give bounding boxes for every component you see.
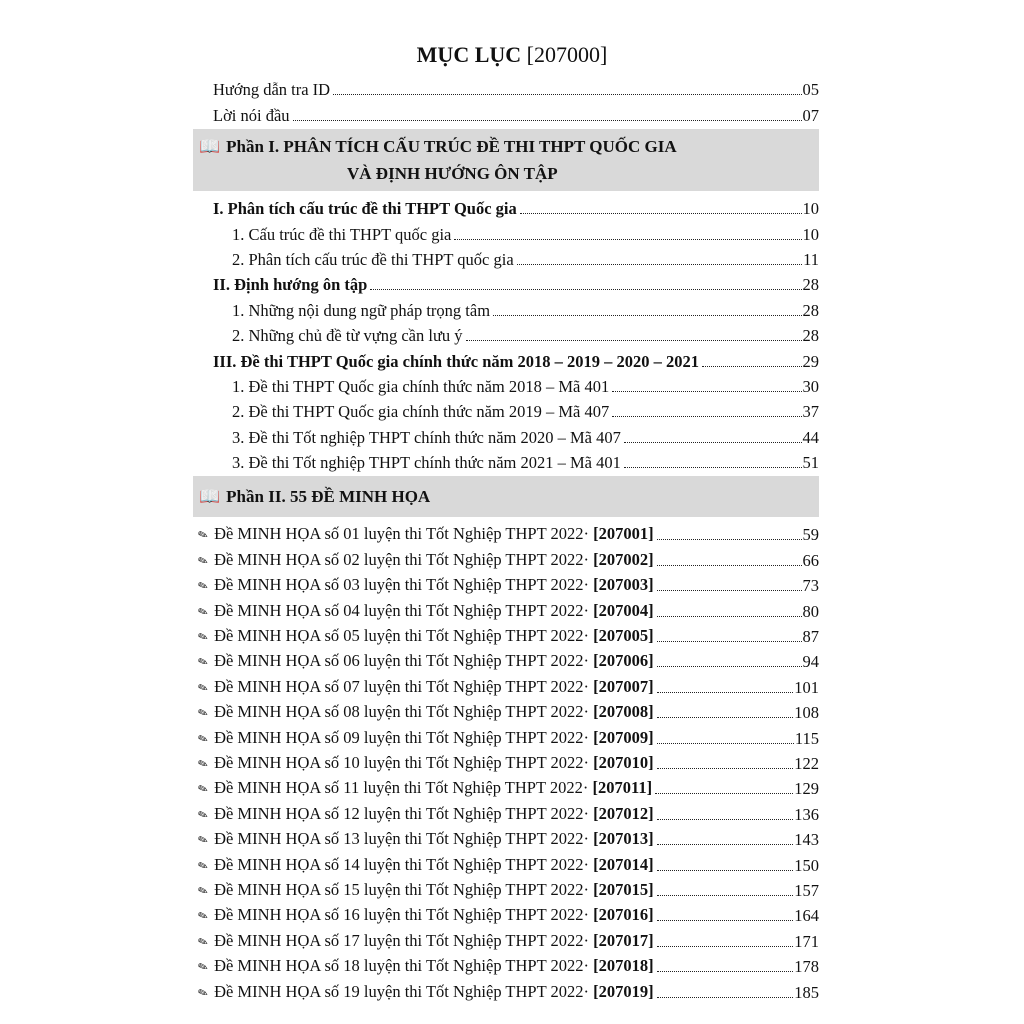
entry-code: [207004] [593, 600, 654, 620]
dot-leader [657, 768, 794, 769]
dot-leader [612, 391, 801, 392]
entry-code: [207019] [593, 981, 654, 1001]
dot-leader [657, 819, 794, 820]
toc-entry[interactable] [195, 698, 819, 723]
toc-entry[interactable] [195, 926, 819, 951]
entry-code: [207006] [593, 651, 654, 671]
pencil-icon: ✎ [195, 882, 211, 900]
dot-leader [517, 264, 802, 265]
entry-page: 129 [794, 779, 819, 799]
part2-heading: 📖 Phần II. 55 ĐỀ MINH HỌA [193, 476, 819, 517]
dot-leader [293, 120, 802, 121]
toc-entry[interactable] [195, 571, 819, 596]
table-of-contents [195, 75, 819, 1003]
pencil-icon: ✎ [195, 628, 211, 646]
entry-page: 136 [794, 804, 819, 824]
toc-entry[interactable] [195, 977, 819, 1002]
toc-entry[interactable] [195, 672, 819, 697]
entry-label: Đề MINH HỌA số 12 luyện thi Tốt Nghiệp THPT 2022· [214, 803, 589, 823]
dot-leader [657, 920, 794, 921]
entry-page: 108 [794, 703, 819, 723]
entry-label: Đề MINH HỌA số 07 luyện thi Tốt Nghiệp THPT 2022· [214, 676, 589, 696]
dot-leader [624, 467, 802, 468]
pencil-icon: ✎ [195, 908, 211, 925]
entry-label: 1. Đề thi THPT Quốc gia chính thức năm 2018 – Mã 401 [232, 376, 610, 396]
entry-page: 10 [802, 199, 819, 219]
entry-page: 44 [802, 427, 819, 447]
entry-label: 2. Những chủ đề từ vựng cần lưu ý [232, 326, 463, 346]
dot-leader [333, 94, 801, 95]
entry-label: Đề MINH HỌA số 09 luyện thi Tốt Nghiệp THPT 2022· [214, 727, 589, 747]
toc-entry[interactable] [195, 422, 819, 447]
entry-page: 28 [802, 326, 819, 346]
book-icon: 📖 [199, 487, 221, 507]
toc-entry[interactable] [195, 346, 819, 371]
toc-entry[interactable] [195, 270, 819, 295]
toc-entry[interactable] [195, 723, 819, 748]
dot-leader [657, 616, 802, 617]
entry-code: [207013] [593, 829, 654, 849]
pencil-icon: ✎ [195, 704, 211, 722]
dot-leader [657, 539, 802, 540]
entry-code: [207002] [593, 549, 654, 569]
entry-page: 29 [802, 351, 819, 371]
toc-entry[interactable] [195, 647, 819, 672]
pencil-icon: ✎ [195, 527, 211, 544]
dot-leader [657, 946, 794, 947]
entry-page: 178 [794, 957, 819, 977]
entry-page: 73 [802, 576, 819, 596]
dot-leader [655, 793, 793, 794]
toc-entry[interactable] [195, 952, 819, 977]
dot-leader [657, 641, 802, 642]
dot-leader [657, 971, 794, 972]
entry-page: 185 [794, 982, 819, 1002]
entry-label: Đề MINH HỌA số 15 luyện thi Tốt Nghiệp THPT 2022· [214, 879, 589, 899]
dot-leader [454, 239, 801, 240]
entry-label: Đề MINH HỌA số 16 luyện thi Tốt Nghiệp THPT 2022· [214, 905, 589, 925]
entry-label: Đề MINH HỌA số 18 luyện thi Tốt Nghiệp THPT 2022· [214, 956, 589, 976]
entry-page: 157 [794, 880, 819, 900]
dot-leader [657, 717, 794, 718]
toc-entry[interactable] [195, 295, 819, 320]
entry-page: 122 [794, 753, 819, 773]
toc-entry[interactable] [195, 825, 819, 850]
dot-leader [624, 442, 802, 443]
toc-entry[interactable] [195, 520, 819, 545]
entry-label: Đề MINH HỌA số 01 luyện thi Tốt Nghiệp THPT 2022· [214, 524, 589, 544]
toc-entry[interactable] [195, 448, 819, 473]
entry-page: 164 [794, 906, 819, 926]
toc-entry[interactable] [195, 545, 819, 570]
entry-label: 2. Phân tích cấu trúc đề thi THPT quốc gia [232, 249, 514, 269]
entry-label: Đề MINH HỌA số 14 luyện thi Tốt Nghiệp THPT 2022· [214, 854, 589, 874]
entry-page: 87 [802, 627, 819, 647]
dot-leader [657, 870, 794, 871]
entry-code: [207014] [593, 854, 654, 874]
entry-page: 30 [802, 376, 819, 396]
entry-page: 37 [802, 402, 819, 422]
dot-leader [657, 844, 794, 845]
entry-page: 28 [802, 275, 819, 295]
entry-page: 143 [794, 830, 819, 850]
entry-code: [207007] [593, 676, 654, 696]
entry-label: 1. Những nội dung ngữ pháp trọng tâm [232, 300, 491, 320]
entry-label: Đề MINH HỌA số 17 luyện thi Tốt Nghiệp THPT 2022· [214, 930, 589, 950]
entry-label: Đề MINH HỌA số 06 luyện thi Tốt Nghiệp THPT 2022· [214, 651, 589, 671]
entry-label: III. Đề thi THPT Quốc gia chính thức năm 2018 – 2019 – 2020 – 2021 [213, 351, 700, 371]
entry-code: [207009] [593, 727, 654, 747]
entry-label: Đề MINH HỌA số 02 luyện thi Tốt Nghiệp THPT 2022· [214, 549, 589, 569]
dot-leader [657, 590, 802, 591]
entry-code: [207005] [593, 626, 654, 646]
entry-page: 150 [794, 855, 819, 875]
entry-page: 10 [802, 224, 819, 244]
entry-label: Đề MINH HỌA số 04 luyện thi Tốt Nghiệp THPT 2022· [214, 600, 589, 620]
entry-code: [207016] [593, 905, 654, 925]
entry-code: [207010] [593, 752, 654, 772]
entry-code: [207008] [593, 702, 654, 722]
pencil-icon: ✎ [195, 730, 211, 747]
pencil-icon: ✎ [195, 603, 211, 620]
toc-entry[interactable] [195, 75, 819, 100]
entry-code: [207003] [593, 575, 654, 595]
entry-page: 171 [794, 931, 819, 951]
pencil-icon: ✎ [195, 831, 211, 849]
pencil-icon: ✎ [195, 654, 211, 671]
pencil-icon: ✎ [195, 806, 211, 824]
dot-leader [657, 692, 794, 693]
entry-page: 11 [803, 249, 819, 269]
entry-label: 1. Cấu trúc đề thi THPT quốc gia [232, 224, 452, 244]
entry-page: 07 [802, 105, 819, 125]
toc-entry[interactable] [195, 901, 819, 926]
entry-label: 2. Đề thi THPT Quốc gia chính thức năm 2019 – Mã 407 [232, 402, 610, 422]
entry-page: 66 [802, 550, 819, 570]
entry-label: Đề MINH HỌA số 10 luyện thi Tốt Nghiệp THPT 2022· [214, 752, 589, 772]
pencil-icon: ✎ [195, 984, 211, 1001]
entry-label: II. Định hướng ôn tập [213, 275, 368, 295]
entry-label: 3. Đề thi Tốt nghiệp THPT chính thức năm 2020 – Mã 407 [232, 427, 621, 447]
entry-page: 115 [794, 728, 819, 748]
entry-page: 51 [802, 453, 819, 473]
dot-leader [702, 366, 801, 367]
entry-page: 101 [794, 677, 819, 697]
toc-entry[interactable] [195, 799, 819, 824]
dot-leader [657, 666, 802, 667]
pencil-icon: ✎ [195, 755, 211, 773]
entry-label: Đề MINH HỌA số 05 luyện thi Tốt Nghiệp THPT 2022· [214, 626, 589, 646]
toc-entry[interactable] [195, 876, 819, 901]
entry-label: Đề MINH HỌA số 19 luyện thi Tốt Nghiệp THPT 2022· [214, 981, 589, 1001]
entry-code: [207012] [593, 803, 654, 823]
toc-entry[interactable] [195, 622, 819, 647]
toc-entry[interactable] [195, 245, 819, 270]
toc-entry[interactable] [195, 397, 819, 422]
book-icon: 📖 [199, 136, 221, 156]
dot-leader [493, 315, 801, 316]
pencil-icon: ✎ [195, 933, 211, 951]
entry-label: I. Phân tích cấu trúc đề thi THPT Quốc gia [213, 199, 517, 219]
dot-leader [657, 565, 802, 566]
entry-code: [207011] [592, 778, 653, 798]
dot-leader [370, 289, 801, 290]
toc-entry[interactable] [195, 774, 819, 799]
dot-leader [466, 340, 802, 341]
entry-page: 05 [802, 80, 819, 100]
pencil-icon: ✎ [195, 958, 211, 976]
toc-entry[interactable] [195, 321, 819, 346]
toc-entry[interactable] [195, 219, 819, 244]
dot-leader [520, 213, 802, 214]
pencil-icon: ✎ [195, 679, 211, 697]
entry-code: [207017] [593, 930, 654, 950]
pencil-icon: ✎ [195, 781, 211, 798]
toc-entry[interactable] [195, 194, 819, 219]
page-title: MỤC LỤC [207000] [416, 42, 608, 67]
entry-page: 94 [802, 652, 819, 672]
entry-page: 80 [802, 601, 819, 621]
pencil-icon: ✎ [195, 857, 211, 874]
entry-label: Đề MINH HỌA số 13 luyện thi Tốt Nghiệp THPT 2022· [214, 829, 589, 849]
entry-code: [207001] [593, 524, 654, 544]
part1-heading: 📖 Phần I. PHÂN TÍCH CẤU TRÚC ĐỀ THI THPT QUỐC GIA VÀ ĐỊNH HƯỚNG ÔN TẬP [193, 129, 819, 191]
dot-leader [612, 416, 801, 417]
toc-entry[interactable] [195, 372, 819, 397]
entry-label: Đề MINH HỌA số 08 luyện thi Tốt Nghiệp THPT 2022· [214, 702, 589, 722]
entry-code: [207018] [593, 956, 654, 976]
entry-page: 28 [802, 300, 819, 320]
toc-entry[interactable] [195, 100, 819, 125]
entry-label: Hướng dẫn tra ID [213, 80, 331, 100]
entry-label: 3. Đề thi Tốt nghiệp THPT chính thức năm 2021 – Mã 401 [232, 453, 621, 473]
entry-label: Lời nói đầu [213, 105, 290, 125]
entry-page: 59 [802, 525, 819, 545]
dot-leader [657, 743, 794, 744]
entry-label: Đề MINH HỌA số 11 luyện thi Tốt Nghiệp THPT 2022· [214, 778, 589, 798]
pencil-icon: ✎ [195, 577, 211, 595]
pencil-icon: ✎ [195, 552, 211, 570]
toc-entry[interactable] [195, 850, 819, 875]
toc-entry[interactable] [195, 749, 819, 774]
dot-leader [657, 895, 794, 896]
dot-leader [657, 997, 794, 998]
toc-entry[interactable] [195, 596, 819, 621]
entry-label: Đề MINH HỌA số 03 luyện thi Tốt Nghiệp THPT 2022· [214, 575, 589, 595]
entry-code: [207015] [593, 879, 654, 899]
